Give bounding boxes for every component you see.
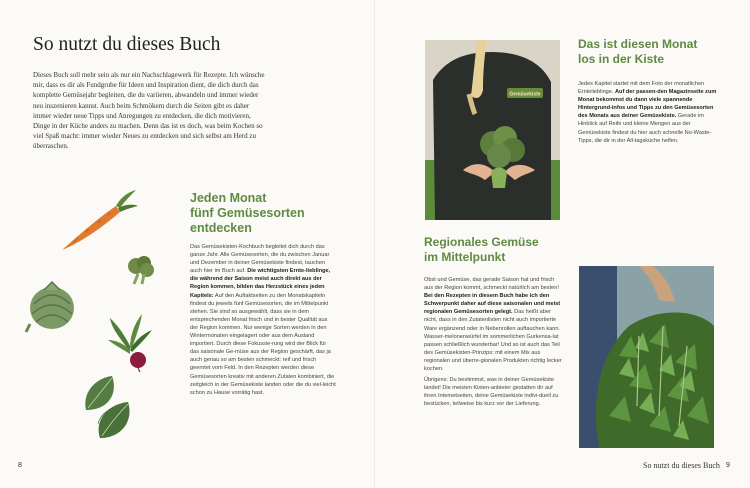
greens-photo xyxy=(579,266,714,448)
broccoli-photo xyxy=(425,40,560,220)
paragraph: Übrigens: Du bestimmst, was in deiner Gemüsekiste landet! Die meisten Kisten-anbieter gestatten dir auf ihren Internetseiten, deine Gemüsekiste indivi-duell zu bestücken, teilweise bis kurz vor der Lieferung. xyxy=(424,377,559,408)
heading-line: Jeden Monat xyxy=(190,191,267,205)
page-number-right: 9 xyxy=(726,462,730,469)
beetroot-illustration xyxy=(104,308,156,372)
section-heading-regional-vegetables xyxy=(424,235,574,265)
section-heading-monthly-vegetables xyxy=(190,191,350,236)
shirt-logo-text: Gemüsekiste xyxy=(509,91,541,98)
text-run: Obst und Gemüse, das gerade Saison hat und frisch aus der Region kommt, schmeckt natürlich am besten! xyxy=(424,277,559,292)
heading-line: fünf Gemüsesorten xyxy=(190,206,305,220)
text-run: Das Gemüsekisten-Kochbuch begleitet dich durch das ganze Jahr. Alle Gemüsesorten, die du zwischen Januar und Dezember in deiner Gemüsekiste findest, tauchen auch hier im Buch auf. xyxy=(190,244,330,275)
regional-vegetables-text xyxy=(424,276,564,409)
page-title: So nutzt du dieses Buch xyxy=(33,34,221,55)
bold-text-run: Bei den Rezepten in diesem Buch habe ich den Schwerpunkt daher auf diese saisonalen und meist regionalen Gemüsesorten gelegt. xyxy=(424,293,561,316)
running-footer-title: So nutzt du dieses Buch xyxy=(643,461,720,470)
intro-paragraph: Dieses Buch soll mehr sein als nur ein Nachschlagewerk für Rezepte. Ich wünsche mir, dass es dir als Fundgrube für Ideen und Inspiration dient, die dich durch das komplette Gemüsejahr begleiten, die du variieren, abwandeln und immer wieder neu inszenieren kannst. Auch beim Schmökern durch die Seiten gibt es daher immer wieder neue Tipps und Anregungen zu entdecken, die dich motivieren, Dinge in der Küche anders zu machen. Denn das ist es doch, was beim Kochen so viel Spaß macht: immer wieder Neues zu entdecken und sich selbst am Herd zu überraschen. xyxy=(33,71,265,151)
right-page xyxy=(375,0,750,488)
spinach-leaves-illustration xyxy=(78,372,140,444)
page-number-left: 8 xyxy=(18,462,22,469)
heading-line: Regionales Gemüse xyxy=(424,235,539,249)
bold-text-run: Auf der passen-den Magazinseite zum Monat bekommst du dann viele spannende Hintergrund-infos und Tipps zu den Gemüsesorten des Monats aus deiner Gemüsekiste. xyxy=(578,89,717,120)
monthly-vegetables-text xyxy=(190,243,336,397)
text-run: Gerade im Hinblick auf Reife und kleine Mengen aus der Gemüsekiste findest du hier auch schnelle No-Waste-Tipps, die dir in der All-tagsküche helfen. xyxy=(578,113,712,144)
paragraph xyxy=(424,276,564,373)
greens-photo-scene xyxy=(579,266,714,448)
heading-line: im Mittelpunkt xyxy=(424,250,506,264)
section-heading-box-contents xyxy=(578,37,728,67)
carrot-illustration xyxy=(58,188,140,254)
broccoli-photo-scene xyxy=(425,40,560,220)
text-run: Jedes Kapitel startet mit dem Foto der monatlichen Erntelieblinge. xyxy=(578,81,705,96)
box-contents-text xyxy=(578,80,719,145)
broccoli-illustration xyxy=(124,254,158,286)
text-run: Das heißt aber nicht, dass in den Zutatenlisten nicht auch importierte Ware ergänzend oder in Nebenrollen auftauchen kann. Wasser-melonenwürfel im sommerlichen Gurkensa-lat passen schließlich wunderbar! Und so ist auch das Teil des Gemüsekisten-Prinzips: mit einem Mix aus regionalen und überre-gionalen Produkten richtig lecker kochen. xyxy=(424,309,562,373)
artichoke-illustration xyxy=(24,278,82,336)
heading-line: los in der Kiste xyxy=(578,52,665,66)
heading-line: Das ist diesen Monat xyxy=(578,37,698,51)
text-run: Auf den Auftaktseiten zu den Monatskapiteln findest du jeweils fünf Gemüsesorten, die im Mittelpunkt stehen. Sie sind so ausgewählt, dass sie in dem entsprechenden Monat frisch und in bester Qualität aus der Region kommen. Nur wenige Sorten werden in den Wintermonaten eingelagert oder aus dem Ausland importiert. Durch diese Fokussie-rung wird der Blick für das saisonale Ge-müse aus der Region geschärft, das ja auch genau so am besten schmeckt: reif und frisch geerntet vom Feld. In den Rezepten werden diese Gemüsesorten kreativ mit anderen Zutaten kombiniert, die zeitgleich in der Gemüsekiste landen oder die du viel-leicht schon zu Hause vorrätig hast. xyxy=(190,292,336,396)
heading-line: entdecken xyxy=(190,221,252,235)
bold-text-run: Die wichtigsten Ernte-lieblinge, die während der Saison meist auch direkt aus der Region kommen, bilden das Herzstück eines jeden Kapitels: xyxy=(190,268,331,299)
